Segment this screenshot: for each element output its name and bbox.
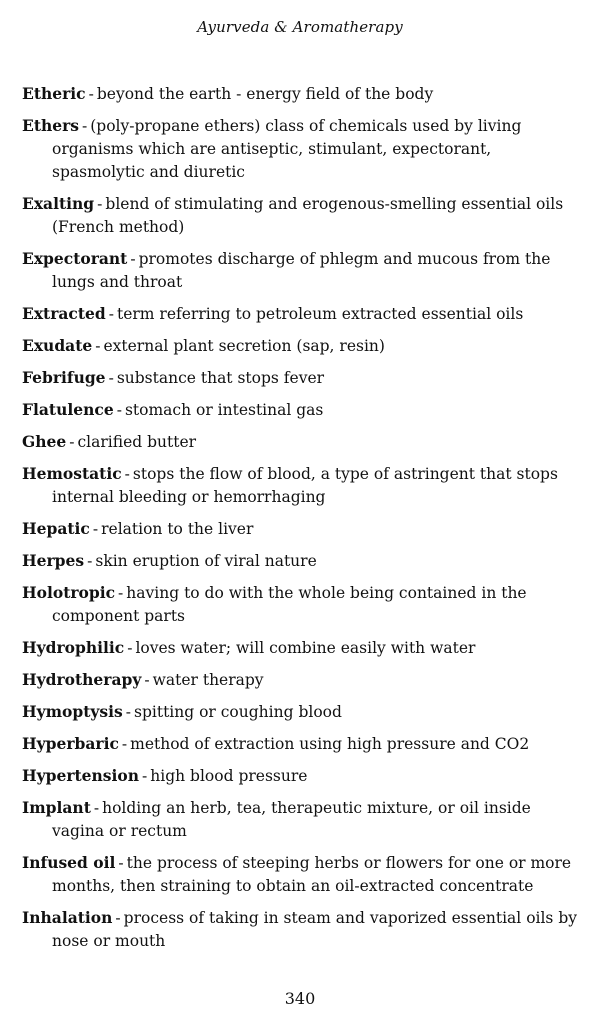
glossary-term: Hemostatic	[22, 464, 122, 483]
glossary-definition: high blood pressure	[150, 767, 308, 785]
glossary-term: Flatulence	[22, 400, 114, 419]
glossary-entry	[22, 549, 578, 573]
term-separator: -	[82, 117, 88, 135]
glossary-term: Etheric	[22, 84, 86, 103]
glossary-definition: skin eruption of viral nature	[95, 552, 317, 570]
term-separator: -	[118, 854, 124, 872]
glossary-definition: promotes discharge of phlegm and mucous from the lungs and throat	[52, 250, 551, 291]
glossary-entry	[22, 366, 578, 390]
glossary-definition: (poly-propane ethers) class of chemicals used by living organisms which are antiseptic, stimulant, expectorant, spasmolytic and diuretic	[52, 117, 522, 181]
glossary-entry	[22, 668, 578, 692]
term-separator: -	[118, 584, 124, 602]
term-separator: -	[127, 639, 133, 657]
term-separator: -	[121, 735, 128, 753]
term-separator: -	[130, 250, 136, 268]
glossary-term: Hymoptysis	[22, 702, 123, 721]
glossary-definition: holding an herb, tea, therapeutic mixture, or oil inside vagina or rectum	[52, 799, 531, 840]
term-separator: -	[108, 305, 114, 323]
term-separator: -	[142, 767, 148, 785]
glossary-definition: spitting or coughing blood	[134, 703, 342, 721]
glossary-definition: loves water; will combine easily with water	[135, 639, 476, 657]
glossary-definition: stomach or intestinal gas	[124, 401, 324, 419]
page-number: 340	[284, 989, 316, 1008]
glossary-term: Extracted	[22, 304, 106, 323]
glossary-term: Hypertension	[22, 766, 140, 785]
glossary-entry	[22, 796, 578, 843]
glossary-term: Herpes	[22, 551, 85, 570]
glossary-entry	[22, 700, 578, 724]
term-separator: -	[88, 85, 94, 103]
glossary-term: Exudate	[22, 336, 93, 355]
glossary-term: Expectorant	[22, 249, 128, 268]
glossary-entry	[22, 398, 578, 422]
glossary-term: Holotropic	[22, 583, 116, 602]
glossary-definition: external plant secretion (sap, resin)	[103, 337, 385, 355]
glossary-entry	[22, 636, 578, 660]
glossary-entry	[22, 192, 578, 239]
glossary-definition: having to do with the whole being contained in the component parts	[52, 584, 527, 625]
term-separator: -	[92, 520, 99, 538]
term-separator: -	[124, 465, 130, 483]
glossary-entry	[22, 462, 578, 509]
term-separator: -	[93, 799, 100, 817]
glossary-term: Implant	[22, 798, 91, 817]
glossary-definition: process of taking in steam and vaporized essential oils by nose or mouth	[52, 909, 577, 950]
term-separator: -	[69, 433, 75, 451]
glossary-entry	[22, 517, 578, 541]
term-separator: -	[115, 909, 121, 927]
glossary-term: Hepatic	[22, 519, 90, 538]
glossary-definition: clarified butter	[77, 433, 197, 451]
glossary-term: Hydrotherapy	[22, 670, 142, 689]
glossary-definition: water therapy	[152, 671, 264, 689]
glossary-entry	[22, 851, 578, 898]
glossary-definition: blend of stimulating and erogenous-smelling essential oils (French method)	[52, 195, 564, 236]
glossary-entry	[22, 334, 578, 358]
glossary-entry	[22, 114, 578, 184]
glossary-term: Ethers	[22, 116, 79, 135]
glossary-entry	[22, 430, 578, 454]
glossary-term: Hyperbaric	[22, 734, 119, 753]
running-head-title: Ayurveda & Aromatherapy	[197, 18, 403, 36]
glossary-entry	[22, 302, 578, 326]
term-separator: -	[95, 337, 101, 355]
term-separator: -	[108, 369, 114, 387]
glossary-definition: term referring to petroleum extracted essential oils	[116, 305, 524, 323]
term-separator: -	[144, 671, 150, 689]
glossary-definition: the process of steeping herbs or flowers for one or more months, then straining to obtain an oil-extracted concentrate	[52, 854, 572, 895]
term-separator: -	[87, 552, 93, 570]
glossary-term: Exalting	[22, 194, 95, 213]
glossary-term: Ghee	[22, 432, 67, 451]
glossary-definition: beyond the earth - energy field of the body	[96, 85, 434, 103]
glossary-entry	[22, 247, 578, 294]
glossary-term: Febrifuge	[22, 368, 106, 387]
glossary-definition: method of extraction using high pressure and CO2	[130, 735, 530, 753]
glossary-term: Infused oil	[22, 853, 116, 872]
term-separator: -	[116, 401, 122, 419]
term-separator: -	[125, 703, 131, 721]
glossary-definition: stops the flow of blood, a type of astringent that stops internal bleeding or hemorrhaging	[52, 465, 558, 506]
term-separator: -	[97, 195, 103, 213]
glossary-entry	[22, 906, 578, 953]
glossary-entry	[22, 581, 578, 628]
glossary-term: Inhalation	[22, 908, 113, 927]
glossary-term: Hydrophilic	[22, 638, 125, 657]
glossary-entry	[22, 764, 578, 788]
glossary-entry	[22, 82, 578, 106]
glossary-definition: relation to the liver	[101, 520, 254, 538]
glossary-definition: substance that stops fever	[116, 369, 325, 387]
glossary-list	[22, 82, 578, 961]
glossary-entry	[22, 732, 578, 756]
